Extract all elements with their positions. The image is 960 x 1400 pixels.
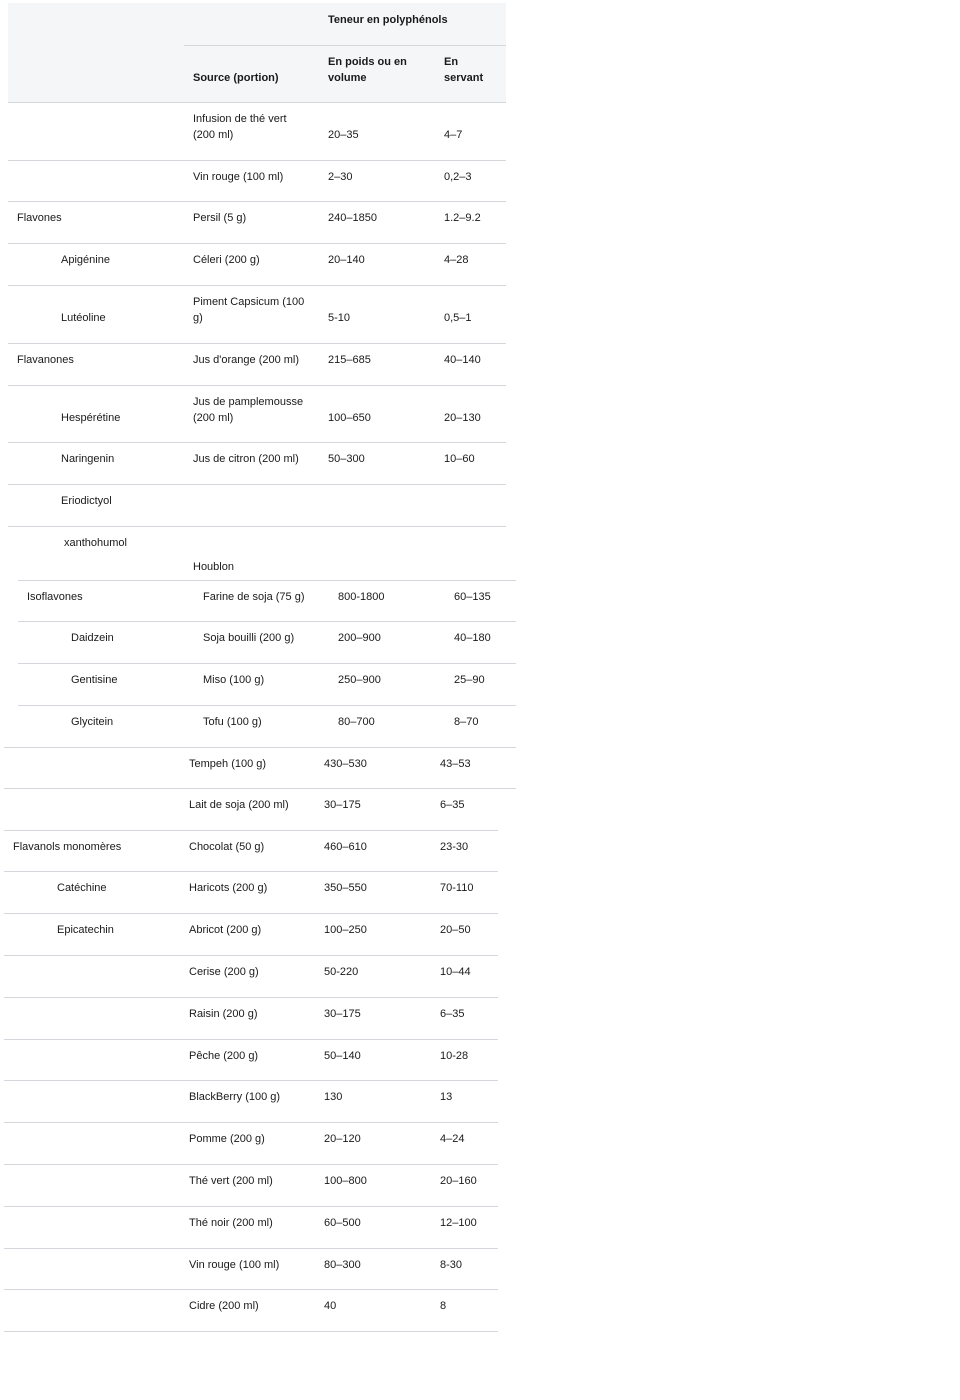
source: Vin rouge (100 ml)	[189, 1259, 280, 1271]
weight-value: 200–900	[338, 632, 381, 644]
table-row	[18, 664, 516, 706]
compound-name: Naringenin	[61, 453, 115, 465]
table-row	[8, 386, 506, 443]
serving-value: 10-28	[440, 1050, 469, 1062]
table-row	[8, 286, 506, 344]
source: Houblon	[193, 561, 234, 573]
serving-value: 20–50	[440, 924, 471, 936]
compound-name: Flavanols monomères	[13, 841, 122, 853]
table-row	[8, 443, 506, 485]
weight-value: 350–550	[324, 882, 367, 894]
table-row	[8, 344, 506, 386]
serving-value: 20–130	[444, 412, 481, 424]
serving-value: 60–135	[454, 591, 491, 603]
weight-value: 460–610	[324, 841, 367, 853]
serving-value: 8-30	[440, 1259, 463, 1271]
serving-value: 43–53	[440, 758, 471, 770]
compound-name: Flavanones	[17, 354, 74, 366]
weight-value: 130	[324, 1091, 343, 1103]
compound-name: Apigénine	[61, 254, 110, 266]
header-serving-line2: servant	[444, 72, 484, 84]
serving-value: 20–160	[440, 1175, 477, 1187]
table-row	[4, 747, 516, 789]
weight-value: 30–175	[324, 799, 361, 811]
table-row	[4, 1207, 498, 1249]
header-weight-line1: En poids ou en	[328, 56, 407, 68]
weight-value: 100–650	[328, 412, 371, 424]
compound-name: Glycitein	[71, 716, 114, 728]
source: BlackBerry (100 g)	[189, 1091, 281, 1103]
serving-value: 4–7	[444, 129, 463, 141]
source: Tofu (100 g)	[203, 716, 262, 728]
serving-value: 0,5–1	[444, 312, 472, 324]
table-block-c	[4, 747, 498, 1332]
compound-name: Isoflavones	[27, 591, 83, 603]
table-row	[18, 706, 516, 747]
weight-value: 800-1800	[338, 591, 385, 603]
table-row	[4, 1081, 498, 1123]
serving-value: 13	[440, 1091, 453, 1103]
serving-value: 8	[440, 1300, 447, 1312]
source: Miso (100 g)	[203, 674, 265, 686]
header-weight-line2: volume	[328, 72, 367, 84]
source: Cidre (200 ml)	[189, 1300, 259, 1312]
source-line2: g)	[193, 312, 203, 324]
source: Pomme (200 g)	[189, 1133, 265, 1145]
compound-name: Hespérétine	[61, 412, 121, 424]
weight-value: 80–300	[324, 1259, 361, 1271]
source-line2: (200 ml)	[193, 129, 234, 141]
weight-value: 50-220	[324, 966, 359, 978]
source-line1: Piment Capsicum (100	[193, 296, 305, 308]
source: Jus d'orange (200 ml)	[193, 354, 300, 366]
weight-value: 40	[324, 1300, 337, 1312]
serving-value: 70-110	[440, 882, 474, 894]
header-group-divider	[184, 45, 506, 46]
table-row	[4, 1165, 498, 1207]
weight-value: 30–175	[324, 1008, 361, 1020]
weight-value: 100–800	[324, 1175, 367, 1187]
weight-value: 215–685	[328, 354, 371, 366]
weight-value: 5-10	[328, 312, 351, 324]
table-row	[4, 956, 498, 998]
header-serving-line1: En	[444, 56, 459, 68]
table-row	[4, 872, 498, 914]
table-row	[8, 161, 506, 202]
table-row	[8, 485, 506, 527]
compound-name: Eriodictyol	[61, 495, 112, 507]
weight-value: 60–500	[324, 1217, 361, 1229]
table-row	[4, 789, 498, 831]
weight-value: 2–30	[328, 171, 353, 183]
table-row	[8, 527, 506, 581]
weight-value: 20–35	[328, 129, 359, 141]
weight-value: 50–140	[324, 1050, 361, 1062]
serving-value: 8–70	[454, 716, 479, 728]
serving-value: 0,2–3	[444, 171, 472, 183]
source-line2: (200 ml)	[193, 412, 234, 424]
table-row	[8, 244, 506, 286]
serving-value: 6–35	[440, 799, 465, 811]
serving-value: 40–140	[444, 354, 481, 366]
weight-value: 50–300	[328, 453, 365, 465]
table-row	[4, 1290, 498, 1332]
table-row	[8, 103, 506, 161]
source: Cerise (200 g)	[189, 966, 259, 978]
serving-value: 10–60	[444, 453, 475, 465]
source: Pêche (200 g)	[189, 1050, 259, 1062]
source: Haricots (200 g)	[189, 882, 268, 894]
header-source: Source (portion)	[193, 72, 279, 84]
table-row	[18, 622, 516, 664]
source: Lait de soja (200 ml)	[189, 799, 289, 811]
source-line1: Infusion de thé vert	[193, 113, 287, 125]
weight-value: 80–700	[338, 716, 375, 728]
source: Abricot (200 g)	[189, 924, 262, 936]
serving-value: 23-30	[440, 841, 469, 853]
weight-value: 100–250	[324, 924, 367, 936]
weight-value: 20–140	[328, 254, 365, 266]
weight-value: 20–120	[324, 1133, 361, 1145]
weight-value: 240–1850	[328, 212, 377, 224]
compound-name: xanthohumol	[64, 537, 127, 549]
table-row	[4, 831, 498, 872]
weight-value: 430–530	[324, 758, 367, 770]
source: Thé vert (200 ml)	[189, 1175, 273, 1187]
serving-value: 12–100	[440, 1217, 477, 1229]
source: Persil (5 g)	[193, 212, 247, 224]
source: Tempeh (100 g)	[189, 758, 267, 770]
source: Thé noir (200 ml)	[189, 1217, 273, 1229]
serving-value: 1.2–9.2	[444, 212, 481, 224]
serving-value: 4–28	[444, 254, 469, 266]
source: Raisin (200 g)	[189, 1008, 258, 1020]
table-row	[8, 202, 506, 244]
source: Céleri (200 g)	[193, 254, 260, 266]
compound-name: Lutéoline	[61, 312, 106, 324]
compound-name: Epicatechin	[57, 924, 114, 936]
table-row	[4, 914, 498, 956]
source: Farine de soja (75 g)	[203, 591, 305, 603]
source: Soja bouilli (200 g)	[203, 632, 295, 644]
table-row	[4, 1249, 498, 1290]
serving-value: 25–90	[454, 674, 485, 686]
source-line1: Jus de pamplemousse	[193, 396, 304, 408]
compound-name: Gentisine	[71, 674, 118, 686]
compound-name: Daidzein	[71, 632, 114, 644]
table-row	[4, 1123, 498, 1165]
table-row	[4, 998, 498, 1040]
source: Jus de citron (200 ml)	[193, 453, 299, 465]
table-row	[4, 1040, 498, 1081]
serving-value: 4–24	[440, 1133, 465, 1145]
table-block-b	[18, 580, 516, 747]
serving-value: 40–180	[454, 632, 491, 644]
table-row	[18, 580, 516, 622]
weight-value: 250–900	[338, 674, 381, 686]
compound-name: Catéchine	[57, 882, 107, 894]
serving-value: 10–44	[440, 966, 471, 978]
serving-value: 6–35	[440, 1008, 465, 1020]
header-polyphenol-content: Teneur en polyphénols	[328, 14, 448, 26]
table-block-a	[8, 103, 506, 581]
source: Chocolat (50 g)	[189, 841, 265, 853]
source: Vin rouge (100 ml)	[193, 171, 284, 183]
compound-name: Flavones	[17, 212, 62, 224]
